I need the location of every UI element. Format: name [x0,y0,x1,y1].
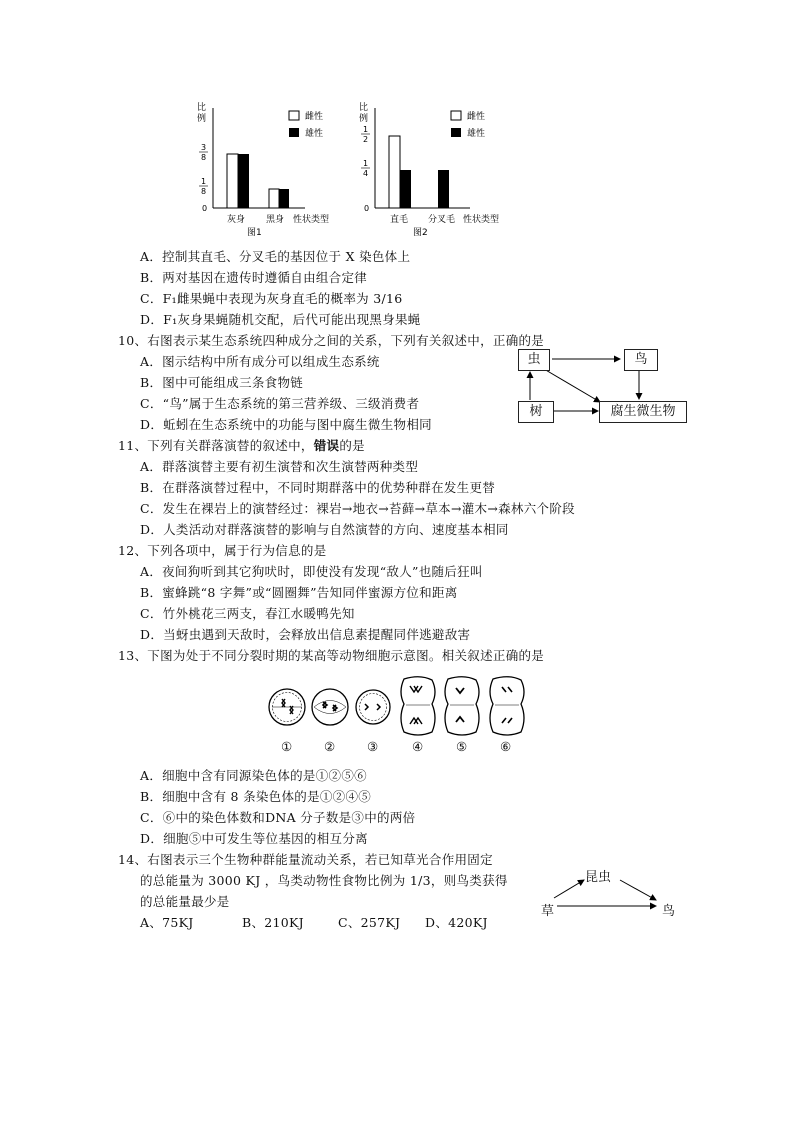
arrow-insect-to-bird [620,880,656,900]
cell-label-4: ④ [412,739,424,754]
q10-option-c: C．“鸟”属于生态系统的第三营养级、三级消费者 [140,396,420,411]
q10-option-d: D．蚯蚓在生态系统中的功能与图中腐生微生物相同 [140,417,432,432]
q10-stem: 10、右图表示某生态系统四种成分之间的关系，下列有关叙述中，正确的是 [118,333,545,348]
cell-division-diagram [262,674,542,736]
y-tick-1-2-den: 2 [363,135,369,144]
q12-option-d: D．当蚜虫遇到天敌时，会释放出信息素提醒同伴逃避敌害 [140,627,471,642]
q13-option-a: A．细胞中含有同源染色体的是①②⑤⑥ [140,768,367,783]
figure-caption: 图1 [247,228,262,238]
cell-3 [356,690,390,724]
y-axis-label-char1: 比 [359,103,369,113]
q14-option-d: D、420KJ [425,915,488,930]
legend-male-swatch [289,128,299,137]
q14-option-b: B、210KJ [242,915,304,930]
q12-option-c: C．竹外桃花三两支，春江水暖鸭先知 [140,606,355,621]
y-axis-label-char2: 例 [359,114,369,124]
legend-female-swatch [289,111,299,120]
q11-stem-bold: 错误 [313,438,340,453]
q11-option-a: A．群落演替主要有初生演替和次生演替两种类型 [140,459,419,474]
q9-option-c: C．F₁雌果蝇中表现为灰身直毛的概率为 3/16 [140,291,403,306]
q9-option-b: B．两对基因在遗传时遵循自由组合定律 [140,270,368,285]
cell-4 [401,677,435,735]
q12-stem: 12、下列各项中，属于行为信息的是 [118,543,327,558]
q13-option-c: C．⑥中的染色体数和DNA 分子数是③中的两倍 [140,810,416,825]
q13-stem: 13、下图为处于不同分裂时期的某高等动物细胞示意图。相关叙述正确的是 [118,648,545,663]
figure-caption: 图2 [413,228,428,238]
bar-black-body-female [269,189,279,208]
q10-option-b: B．图中可能组成三条食物链 [140,375,304,390]
cell-1 [269,689,305,725]
legend-male-swatch [451,128,461,137]
q14-stem-line2: 的总能量为 3000 KJ ，鸟类动物性食物比例为 1/3，则鸟类获得 [140,873,508,888]
q13-option-d: D．细胞⑤中可发生等位基因的相互分离 [140,831,368,846]
y-tick-1-8-den: 8 [201,187,207,196]
x-axis-label: 性状类型 [293,215,330,225]
q14-stem-line1: 14、右图表示三个生物种群能量流动关系，若已知草光合作用固定 [118,852,493,867]
y-tick-1-8-num: 1 [201,177,207,186]
y-tick-zero: 0 [202,204,208,213]
x-category-forked-hair: 分叉毛 [428,215,456,225]
q10-option-a: A．图示结构中所有成分可以组成生态系统 [140,354,380,369]
node-insect: 虫 [518,349,550,371]
bar-gray-body-male [238,154,249,208]
food-web-node-grass: 草 [541,904,555,919]
q14-option-a: A、75KJ [140,915,194,930]
q13-option-b: B．细胞中含有 8 条染色体的是①②④⑤ [140,789,372,804]
y-tick-3-8-num: 3 [201,143,207,152]
q12-option-b: B．蜜蜂跳“8 字舞”或“圆圈舞”告知同伴蜜源方位和距离 [140,585,458,600]
q11-stem-pre: 11、下列有关群落演替的叙述中， [118,438,314,453]
x-axis-label: 性状类型 [463,215,500,225]
cell-label-2: ② [324,739,336,754]
node-bird: 鸟 [624,349,658,371]
q11-option-d: D．人类活动对群落演替的影响与自然演替的方向、速度基本相同 [140,522,509,537]
cell-5 [445,677,479,735]
legend-female-swatch [451,111,461,120]
node-saprophytic-microbe: 腐生微生物 [599,401,687,423]
q11-option-c: C．发生在裸岩上的演替经过：裸岩→地衣→苔藓→草本→灌木→森林六个阶段 [140,501,575,516]
bar-straight-hair-male [400,170,411,208]
x-category-black-body: 黑身 [266,215,285,225]
q12-option-a: A．夜间狗听到其它狗吠时，即使没有发现“敌人”也随后狂叫 [140,564,483,579]
cell-2 [312,689,348,725]
y-axis-label-char2: 例 [197,114,207,124]
cell-6 [490,677,524,735]
food-web-node-bird: 鸟 [662,904,676,919]
q11-stem-post: 的是 [339,438,365,453]
chart-figure-2 [352,98,522,238]
node-tree: 树 [518,401,554,423]
x-category-gray-body: 灰身 [227,215,246,225]
y-axis-label-char1: 比 [197,103,207,113]
q14-stem-line3: 的总能量最少是 [140,894,230,909]
legend-male-label: 雄性 [467,129,486,139]
q9-option-a: A．控制其直毛、分叉毛的基因位于 X 染色体上 [140,249,411,264]
y-tick-1-4-num: 1 [363,159,369,168]
legend-female-label: 雌性 [305,112,324,122]
q11-stem [118,436,365,454]
bar-black-body-male [279,189,289,208]
cell-label-5: ⑤ [456,739,468,754]
legend-female-label: 雌性 [467,112,486,122]
cell-label-6: ⑥ [500,739,512,754]
x-category-straight-hair: 直毛 [390,215,409,225]
food-web-node-insect: 昆虫 [585,870,612,885]
arrow-insect-to-microbe [544,369,600,402]
y-tick-3-8-den: 8 [201,153,207,162]
q11-option-b: B．在群落演替过程中，不同时期群落中的优势种群在发生更替 [140,480,496,495]
y-tick-zero: 0 [364,204,370,213]
bar-gray-body-female [227,154,238,208]
arrow-grass-to-insect [554,880,584,898]
bar-straight-hair-female [389,136,400,208]
bar-forked-hair-male [438,170,449,208]
y-tick-1-4-den: 4 [363,169,369,178]
chart-figure-1 [190,98,350,238]
legend-male-label: 雄性 [305,129,324,139]
q14-option-c: C、257KJ [338,915,401,930]
cell-label-1: ① [281,739,293,754]
q9-option-d: D．F₁灰身果蝇随机交配，后代可能出现黑身果蝇 [140,312,421,327]
cell-label-3: ③ [367,739,379,754]
y-tick-1-2-num: 1 [363,125,369,134]
